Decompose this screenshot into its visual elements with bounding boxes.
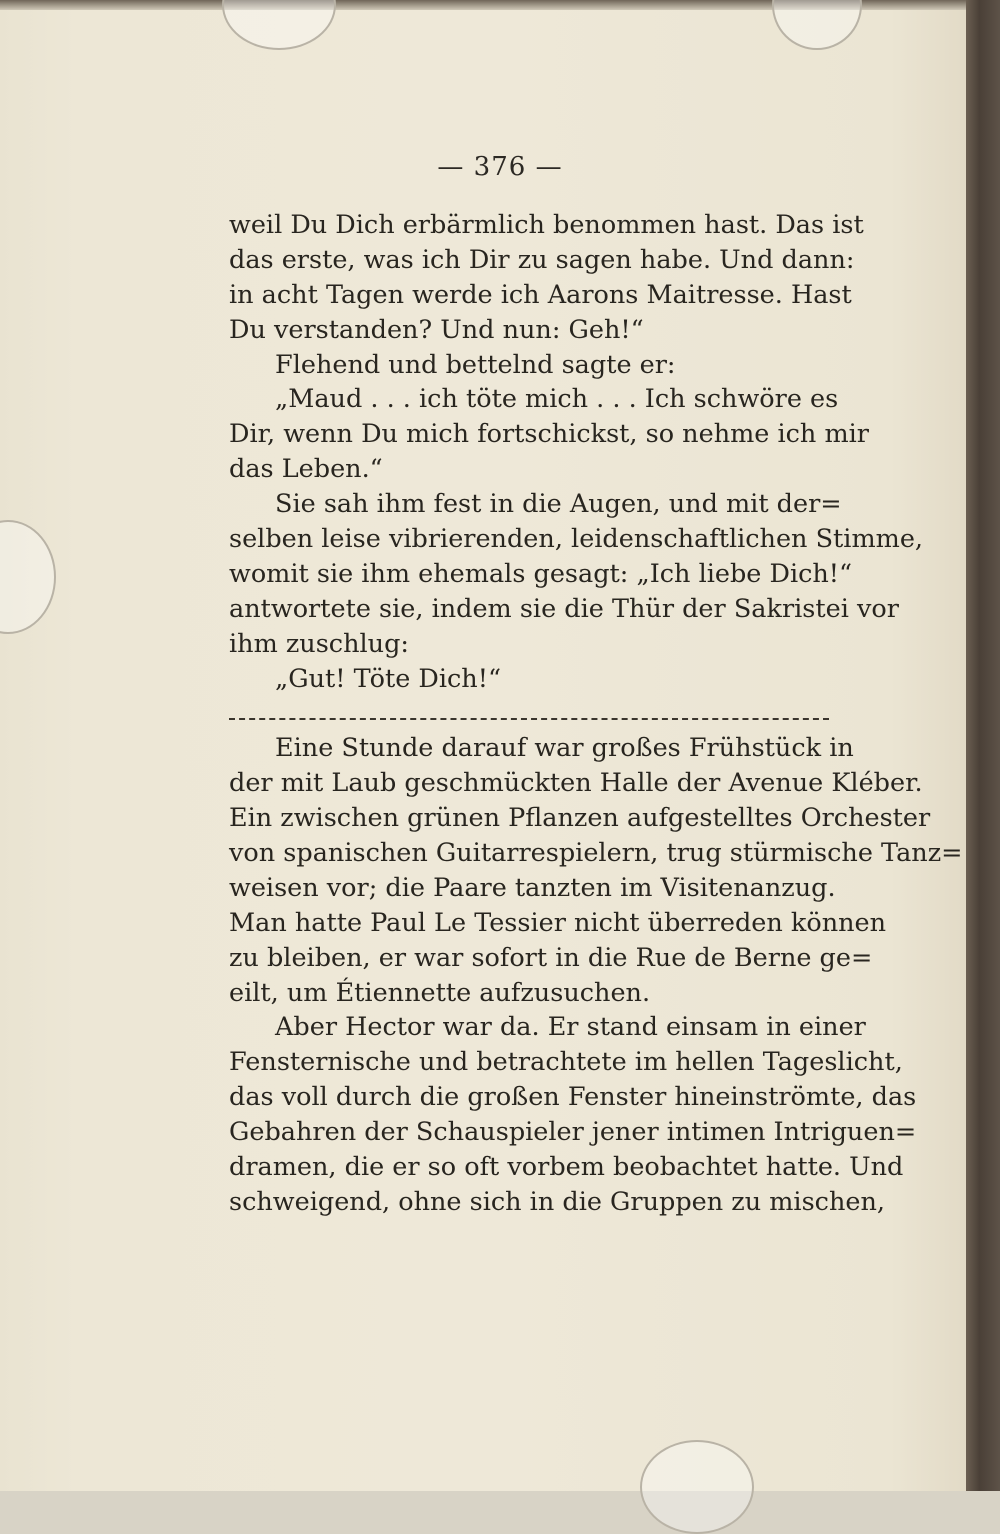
text-line: Flehend und bettelnd sagte er:: [275, 349, 676, 380]
text-line: schweigend, ohne sich in die Gruppen zu mischen,: [229, 1186, 886, 1217]
text-line: Man hatte Paul Le Tessier nicht überreden können: [229, 907, 887, 938]
text-line: womit sie ihm ehemals gesagt: „Ich liebe Dich!“: [229, 558, 853, 589]
text-line: „Maud . . . ich töte mich . . . Ich schwöre es: [275, 384, 839, 415]
page-number: — 376 —: [437, 152, 563, 182]
text-line: eilt, um Étiennette aufzusuchen.: [229, 977, 651, 1008]
text-line: Eine Stunde darauf war großes Frühstück in: [275, 733, 854, 764]
text-line: weil Du Dich erbärmlich benommen hast. Das ist: [229, 210, 864, 240]
text-line: Ein zwischen grünen Pflanzen aufgestelltes Orchester: [229, 803, 931, 834]
text-line: selben leise vibrierenden, leidenschaftlichen Stimme,: [229, 524, 924, 555]
text-line: weisen vor; die Paare tanzten im Visitenanzug.: [229, 872, 836, 903]
text-line: ihm zuschlug:: [229, 628, 410, 659]
text-line: Sie sah ihm fest in die Augen, und mit der=: [275, 489, 842, 520]
mount-clip-bottom: [640, 1440, 754, 1534]
text-line: „Gut! Töte Dich!“: [275, 663, 502, 694]
text-line: von spanischen Guitarrespielern, trug stürmische Tanz=: [229, 838, 963, 869]
body-text: [229, 208, 963, 1220]
text-line: zu bleiben, er war sofort in die Rue de Berne ge=: [229, 942, 873, 973]
text-line: antwortete sie, indem sie die Thür der Sakristei vor: [229, 593, 899, 624]
text-line: der mit Laub geschmückten Halle der Avenue Kléber.: [229, 768, 923, 799]
section-separator: [229, 696, 829, 731]
text-line: das voll durch die großen Fenster hineinströmte, das: [229, 1082, 917, 1113]
text-line: in acht Tagen werde ich Aarons Maitresse. Hast: [229, 279, 852, 310]
text-line: Gebahren der Schauspieler jener intimen Intriguen=: [229, 1117, 917, 1148]
text-line: Fensternische und betrachtete im hellen Tageslicht,: [229, 1047, 903, 1078]
text-line: Du verstanden? Und nun: Geh!“: [229, 314, 644, 345]
text-line: Aber Hector war da. Er stand einsam in einer: [275, 1012, 866, 1043]
text-line: dramen, die er so oft vorbem beobachtet hatte. Und: [229, 1152, 904, 1183]
text-line: das erste, was ich Dir zu sagen habe. Und dann:: [229, 244, 855, 275]
book-spine: [966, 0, 1000, 1491]
text-line: das Leben.“: [229, 454, 383, 485]
text-line: Dir, wenn Du mich fortschickst, so nehme ich mir: [229, 419, 869, 450]
